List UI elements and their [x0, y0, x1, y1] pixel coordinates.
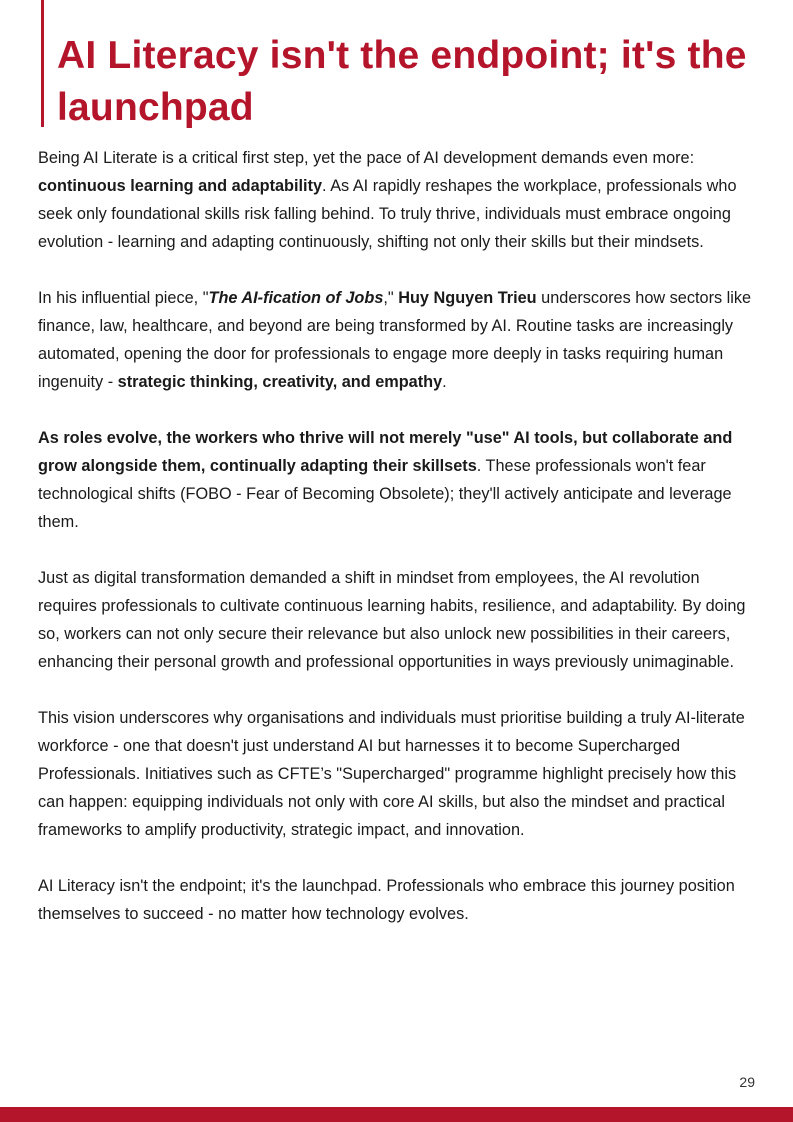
article-title: The AI-fication of Jobs	[208, 289, 384, 307]
footer-bar	[0, 1107, 793, 1122]
paragraph-5	[38, 704, 760, 844]
text: This vision underscores why organisations and individuals must prioritise building a truly AI-literate workforce - one that doesn't just understand AI but harnesses it to become Supercharged Professionals. Initiatives such as CFTE’s "Supercharged" programme highlight precisely how this can happen: equipping individuals not only with core AI skills, but also the mindset and practical frameworks to amplify productivity, strategic impact, and innovation.	[38, 709, 745, 839]
author-name: Huy Nguyen Trieu	[398, 289, 537, 307]
page-number: 29	[739, 1074, 755, 1090]
text: Just as digital transformation demanded a shift in mindset from employees, the AI revolution requires professionals to cultivate continuous learning habits, resilience, and adaptability. By doing so, workers can not only secure their relevance but also unlock new possibilities in their careers, enhancing their personal growth and professional opportunities in ways previously unimaginable.	[38, 569, 746, 671]
text: In his influential piece, "	[38, 289, 209, 307]
bold-text: As roles evolve, the workers who thrive will not merely "use" AI tools, but collaborate and grow alongside them, continually adapting their skillsets	[38, 429, 733, 475]
text: .	[442, 373, 447, 391]
bold-text: continuous learning and adaptability	[38, 177, 323, 195]
title-accent-bar	[41, 0, 44, 127]
paragraph-2	[38, 284, 760, 396]
text: . As AI rapidly reshapes the workplace, professionals who seek only foundational skills risk falling behind. To truly thrive, individuals must embrace ongoing evolution - learning and adapting continuously, shifting not only their skills but their mindsets.	[38, 177, 737, 251]
bold-text: strategic thinking, creativity, and empathy	[117, 373, 443, 391]
paragraph-1	[38, 144, 760, 256]
text: AI Literacy isn't the endpoint; it's the launchpad. Professionals who embrace this journey position themselves to succeed - no matter how technology evolves.	[38, 877, 735, 923]
text: Being AI Literate is a critical first step, yet the pace of AI development demands even more:	[38, 149, 695, 167]
body-text	[38, 144, 760, 956]
page-title: AI Literacy isn't the endpoint; it's the launchpad	[57, 34, 747, 129]
paragraph-4	[38, 564, 760, 676]
text: ,"	[383, 289, 399, 307]
paragraph-6	[38, 872, 760, 928]
text: . These professionals won't fear technological shifts (FOBO - Fear of Becoming Obsolete); they'll actively anticipate and leverage them.	[38, 457, 732, 531]
paragraph-3	[38, 424, 760, 536]
text: underscores how sectors like finance, law, healthcare, and beyond are being transformed by AI. Routine tasks are increasingly automated, opening the door for professionals to engage more deeply in tasks requiring human ingenuity -	[38, 289, 752, 391]
